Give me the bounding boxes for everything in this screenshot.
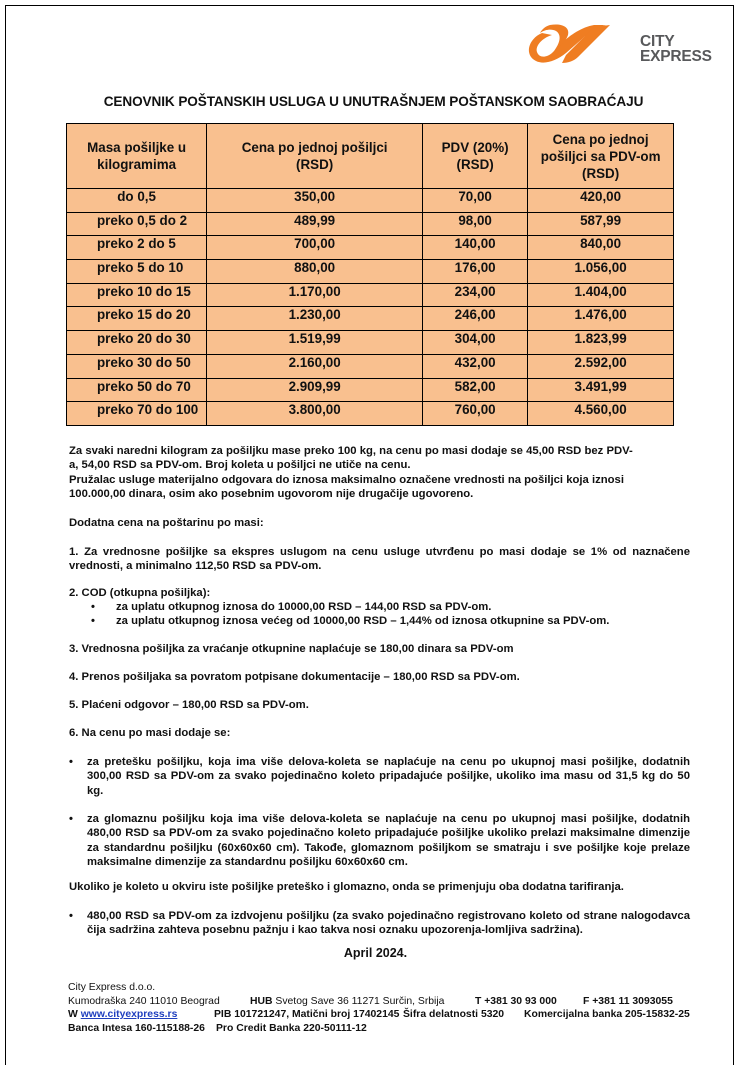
hub-address: Svetog Save 36 11271 Surčin, Srbija xyxy=(275,995,445,1007)
total-cell: 420,00 xyxy=(528,189,674,213)
bullet-text: za pretešku pošiljku, koja ima više delova-koleta se naplaćuje na cenu po ukupnoj masi pošiljke, dodatnih 300,00 RSD sa PDV-om za svako pojedinačno koleto pripadajuće pošiljke, ukoliko ima masu od 31,5 kg do 50 kg. xyxy=(87,756,690,797)
price-cell: 350,00 xyxy=(207,189,423,213)
price-cell: 700,00 xyxy=(207,236,423,260)
footer-fax: F +381 11 3093055 xyxy=(583,995,673,1007)
header-line: PDV (20%) xyxy=(441,140,509,155)
combined-tariff-note: Ukoliko je koleto u okviru iste pošiljke preteško i glomazno, onda se primenjuju oba dodatna tarifiranja. xyxy=(69,881,624,893)
mass-cell: do 0,5 xyxy=(67,189,207,213)
price-cell: 1.170,00 xyxy=(207,283,423,307)
mass-cell: preko 2 do 5 xyxy=(67,236,207,260)
weight-surcharge-note xyxy=(69,444,690,501)
vat-cell: 304,00 xyxy=(423,331,528,355)
vat-cell: 140,00 xyxy=(423,236,528,260)
total-cell: 1.404,00 xyxy=(528,283,674,307)
city-express-logo xyxy=(522,21,722,71)
vat-cell: 760,00 xyxy=(423,402,528,426)
bullet-text: za uplatu otkupnog iznosa do 10000,00 RSD – 144,00 RSD sa PDV-om. xyxy=(116,601,492,613)
bullet-text: za uplatu otkupnog iznosa većeg od 10000,00 RSD – 1,44% od iznosa otkupnine sa PDV-om. xyxy=(116,615,610,627)
header-line: Masa pošiljke u xyxy=(87,140,187,155)
document-date: April 2024. xyxy=(343,946,408,960)
price-cell: 3.800,00 xyxy=(207,402,423,426)
item-5: 5. Plaćeni odgovor – 180,00 RSD sa PDV-om. xyxy=(69,699,309,711)
table-header-row xyxy=(67,124,674,189)
website-link[interactable]: www.cityexpress.rs xyxy=(80,1009,178,1020)
footer-bank-komercijalna: Komercijalna banka 205-15832-25 xyxy=(524,1009,690,1020)
price-cell: 2.160,00 xyxy=(207,354,423,378)
mass-cell: preko 10 do 15 xyxy=(67,283,207,307)
table-row xyxy=(67,307,674,331)
mass-cell: preko 15 do 20 xyxy=(67,307,207,331)
footer-company: City Express d.o.o. xyxy=(68,982,156,993)
mass-cell: preko 0,5 do 2 xyxy=(67,212,207,236)
note-line: 100.000,00 dinara, osim ako posebnim ugovorom nije drugačije ugovoreno. xyxy=(69,487,474,500)
price-cell: 489,99 xyxy=(207,212,423,236)
header-line: Cena po jednoj pošiljci xyxy=(241,140,388,155)
header-line: (RSD) xyxy=(456,157,494,172)
document-title: CENOVNIK POŠTANSKIH USLUGA U UNUTRAŠNJEM POŠTANSKOM SAOBRAĆAJU xyxy=(103,94,644,109)
table-row xyxy=(67,378,674,402)
note-line: Pružalac usluge materijalno odgovara do iznosa maksimalno označene vrednosti na pošiljci koja iznosi xyxy=(69,473,624,486)
total-cell: 1.056,00 xyxy=(528,260,674,284)
table-row xyxy=(67,236,674,260)
item-4: 4. Prenos pošiljaka sa povratom potpisane dokumentacije – 180,00 RSD sa PDV-om. xyxy=(69,671,520,683)
footer-bank-procredit: Pro Credit Banka 220-50111-12 xyxy=(216,1022,367,1034)
logo-mark-icon xyxy=(522,21,632,71)
footer-activity-code: Šifra delatnosti 5320 xyxy=(403,1009,505,1020)
header-mass xyxy=(67,124,207,189)
table-row xyxy=(67,283,674,307)
vat-cell: 432,00 xyxy=(423,354,528,378)
footer-address: Kumodraška 240 11010 Beograd xyxy=(68,995,220,1007)
bullet-icon: • xyxy=(69,813,73,825)
header-line: (RSD) xyxy=(296,157,334,172)
web-label: W xyxy=(68,1009,78,1020)
additional-heading: Dodatna cena na poštarinu po masi: xyxy=(69,517,264,529)
logo-wordmark xyxy=(640,34,712,64)
table-row xyxy=(67,189,674,213)
header-line: kilogramima xyxy=(97,157,177,172)
note-line: Za svaki naredni kilogram za pošiljku mase preko 100 kg, na cenu po masi dodaje se 45,00 RSD bez PDV- xyxy=(69,445,633,457)
vat-cell: 246,00 xyxy=(423,307,528,331)
total-cell: 4.560,00 xyxy=(528,402,674,426)
price-cell: 880,00 xyxy=(207,260,423,284)
footer-phone: T +381 30 93 000 xyxy=(475,995,557,1007)
logo-text-express: EXPRESS xyxy=(640,48,712,65)
price-table xyxy=(66,123,674,426)
item-6: 6. Na cenu po masi dodaje se: xyxy=(69,727,231,739)
price-cell: 2.909,99 xyxy=(207,378,423,402)
vat-cell: 70,00 xyxy=(423,189,528,213)
total-cell: 2.592,00 xyxy=(528,354,674,378)
bullet-text: 480,00 RSD sa PDV-om za izdvojenu pošiljku (za svako pojedinačno registrovano koleto od strane nalogodavca čija sadržina zahteva posebnu pažnju i kao takva nosi oznaku upozorenja-lomljiva sadržina). xyxy=(87,910,690,937)
vat-cell: 582,00 xyxy=(423,378,528,402)
header-line: Cena po jednoj xyxy=(552,131,649,147)
mass-cell: preko 70 do 100 xyxy=(67,402,207,426)
table-row xyxy=(67,402,674,426)
vat-cell: 98,00 xyxy=(423,212,528,236)
header-price xyxy=(207,124,423,189)
total-cell: 3.491,99 xyxy=(528,378,674,402)
hub-label: HUB xyxy=(250,995,273,1007)
mass-cell: preko 5 do 10 xyxy=(67,260,207,284)
footer-bank-intesa: Banca Intesa 160-115188-26 xyxy=(68,1022,205,1034)
logo-text-city: CITY xyxy=(640,33,675,50)
footer-pib: PIB 101721247, Matični broj 17402145 xyxy=(214,1009,400,1020)
mass-cell: preko 30 do 50 xyxy=(67,354,207,378)
footer-web xyxy=(68,1008,177,1022)
bullet-icon: • xyxy=(91,615,95,627)
mass-cell: preko 50 do 70 xyxy=(67,378,207,402)
total-cell: 1.823,99 xyxy=(528,331,674,355)
vat-cell: 176,00 xyxy=(423,260,528,284)
note-line: a, 54,00 RSD sa PDV-om. Broj koleta u pošiljci ne utiče na cenu. xyxy=(69,459,411,472)
item-1: 1. Za vrednosne pošiljke sa ekspres uslugom na cenu usluge utvrđenu po masi dodaje se 1% od naznačene vrednosti, a minimalno 112,50 RSD sa PDV-om. xyxy=(69,546,690,573)
bulky-bullet xyxy=(69,812,690,870)
total-cell: 1.476,00 xyxy=(528,307,674,331)
item-3: 3. Vrednosna pošiljka za vraćanje otkupnine naplaćuje se 180,00 dinara sa PDV-om xyxy=(69,643,514,655)
total-cell: 840,00 xyxy=(528,236,674,260)
table-row xyxy=(67,212,674,236)
item-2: 2. COD (otkupna pošiljka): xyxy=(69,587,211,599)
footer-hub xyxy=(250,995,444,1009)
bullet-icon: • xyxy=(69,910,73,922)
price-cell: 1.519,99 xyxy=(207,331,423,355)
bullet-text: za glomaznu pošiljku koja ima više delova-koleta se naplaćuje na cenu po ukupnoj masi pošiljke, dodatnih 480,00 RSD sa PDV-om za svako pojedinačno koleto pripadajuće pošiljke ukoliko prelazi maksimalne dimenzije za standardnu pošiljku (60x60x60 cm). Takođe, glomaznom pošiljkom se smatraju i sve pošiljke koje prelaze maksimalne dimenzije za standardnu pošiljku 60x60x60 cm. xyxy=(87,813,690,868)
table-row xyxy=(67,354,674,378)
total-cell: 587,99 xyxy=(528,212,674,236)
header-line: (RSD) xyxy=(582,165,620,181)
overweight-bullet xyxy=(69,755,690,799)
bullet-icon: • xyxy=(69,756,73,768)
header-vat xyxy=(423,124,528,189)
table-row xyxy=(67,331,674,355)
header-total xyxy=(528,124,674,189)
vat-cell: 234,00 xyxy=(423,283,528,307)
mass-cell: preko 20 do 30 xyxy=(67,331,207,355)
header-line: pošiljci sa PDV-om xyxy=(540,148,661,164)
price-cell: 1.230,00 xyxy=(207,307,423,331)
table-row xyxy=(67,260,674,284)
bullet-icon: • xyxy=(91,601,95,613)
